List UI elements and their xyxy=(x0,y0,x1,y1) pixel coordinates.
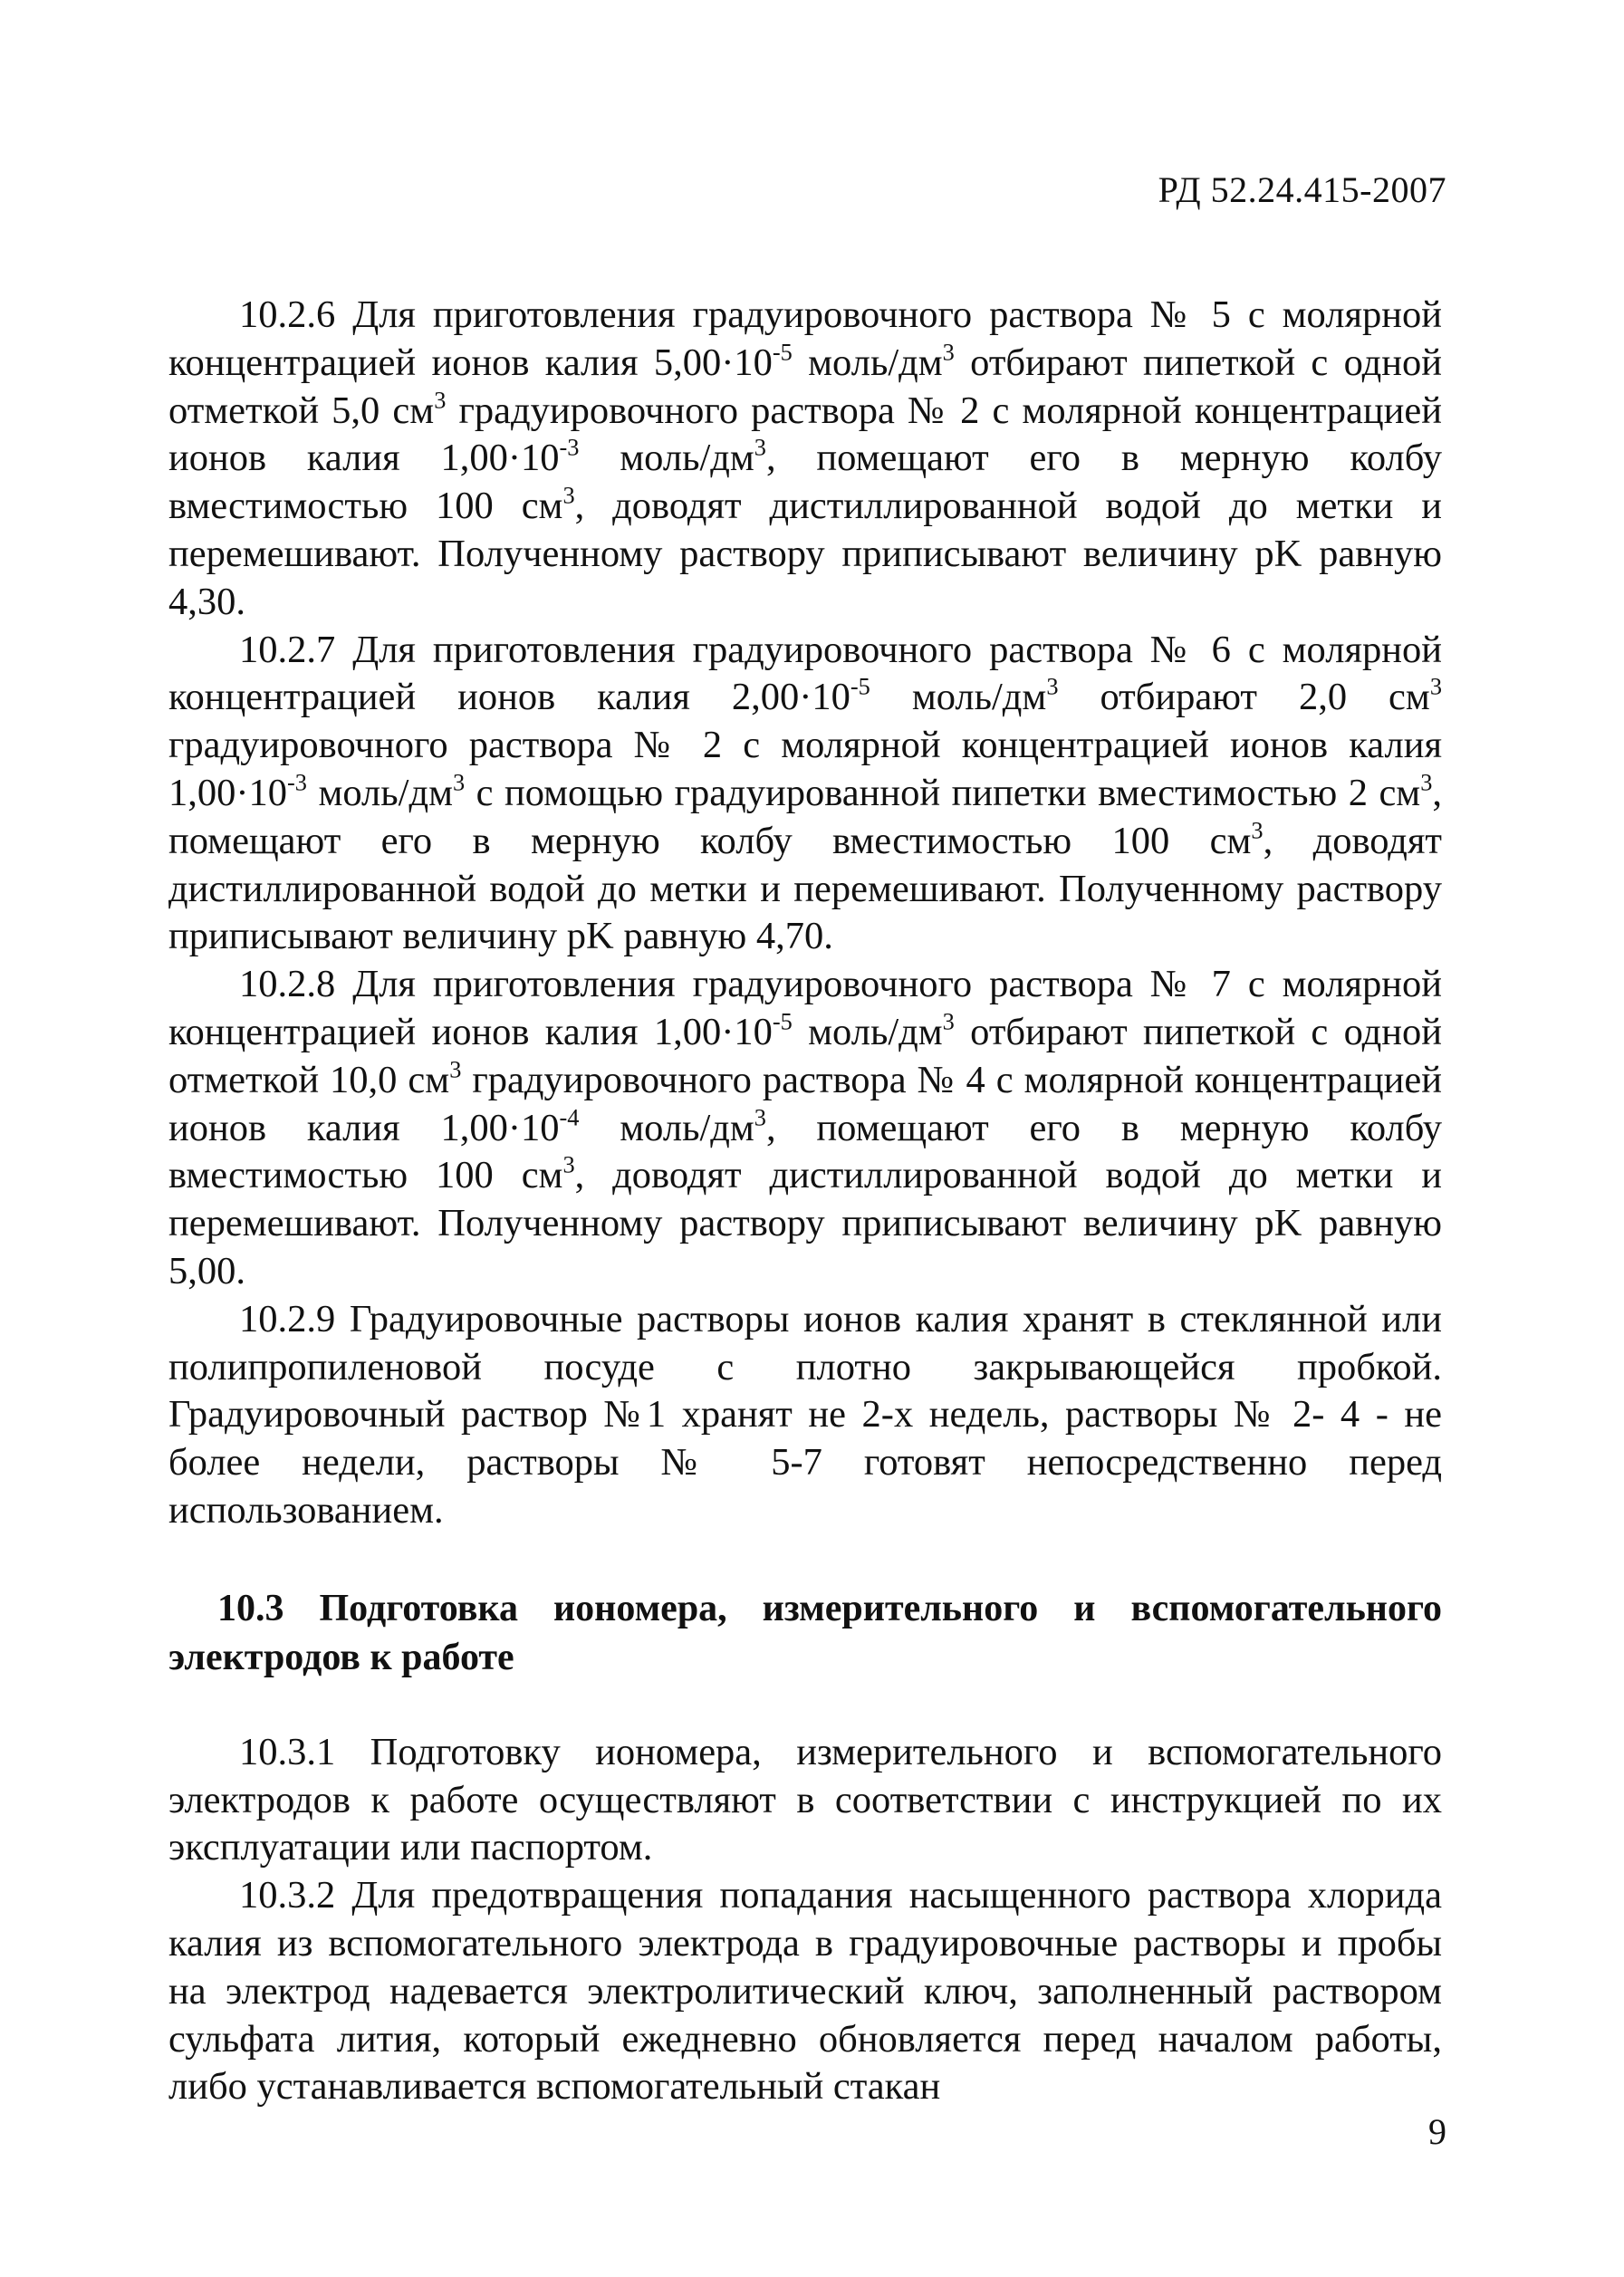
document-code-header: РД 52.24.415-2007 xyxy=(1158,169,1446,210)
paragraph-10-2-6: 10.2.6 Для приготовления градуировочного раствора № 5 с молярной концентрацией ионов калия $5,00\cdot 10^{-5}$ моль/$дм^3$ отбирают пипеткой с одной отметкой 5,0 $см^3$ градуировочного раствора № 2 с молярной концентрацией ионов калия $1,00\cdot 10^{-3}$ моль/$дм^3$, помещают его в мерную колбу вместимостью 100 $см^3$, доводят дистиллированной водой до метки и перемешивают. Полученному раствору приписывают величину pK равную 4,30. xyxy=(168,293,1442,623)
paragraph-10-3-2: 10.3.2 Для предотвращения попадания насыщенного раствора хлорида калия из вспомогательного электрода в градуировочные растворы и пробы на электрод надевается электролитический ключ, заполненный раствором сульфата лития, который ежедневно обновляется перед началом работы, либо устанавливается вспомогательный стакан xyxy=(168,1874,1442,2109)
page-number: 9 xyxy=(1428,2111,1446,2152)
section-heading-10-3: 10.3 Подготовка иономера, измерительного и вспомогательного электродов к работе xyxy=(168,1587,1442,1678)
paragraph-10-2-8: 10.2.8 Для приготовления градуировочного раствора № 7 с молярной концентрацией ионов калия $1,00\cdot 10^{-5}$ моль/$дм^3$ отбирают пипеткой с одной отметкой 10,0 $см^3$ градуировочного раствора № 4 с молярной концентрацией ионов калия $1,00\cdot 10^{-4}$ моль/$дм^3$, помещают его в мерную колбу вместимостью 100 $см^3$, доводят дистиллированной водой до метки и перемешивают. Полученному раствору приписывают величину pK равную 5,00. xyxy=(168,963,1442,1292)
paragraph-10-3-1: 10.3.1 Подготовку иономера, измерительного и вспомогательного электродов к работе осуществляют в соответствии с инструкцией по их эксплуатации или паспортом. xyxy=(168,1730,1442,1869)
paragraph-10-2-7: 10.2.7 Для приготовления градуировочного раствора № 6 с молярной концентрацией ионов калия $2,00\cdot 10^{-5}$ моль/$дм^3$ отбирают 2,0 $см^3$ градуировочного раствора № 2 с молярной концентрацией ионов калия $1,00\cdot 10^{-3}$ моль/$дм^3$ с помощью градуированной пипетки вместимостью 2 $см^3$, помещают его в мерную колбу вместимостью 100 $см^3$, доводят дистиллированной водой до метки и перемешивают. Полученному раствору приписывают величину pK равную 4,70. xyxy=(168,628,1442,958)
document-body xyxy=(168,292,1442,2111)
paragraph-10-2-9: 10.2.9 Градуировочные растворы ионов калия хранят в стеклянной или полипропиленовой посуде с плотно закрывающейся пробкой. Градуировочный раствор №1 хранят не 2-х недель, растворы № 2- 4 - не более недели, растворы № 5-7 готовят непосредственно перед использованием. xyxy=(168,1297,1442,1532)
